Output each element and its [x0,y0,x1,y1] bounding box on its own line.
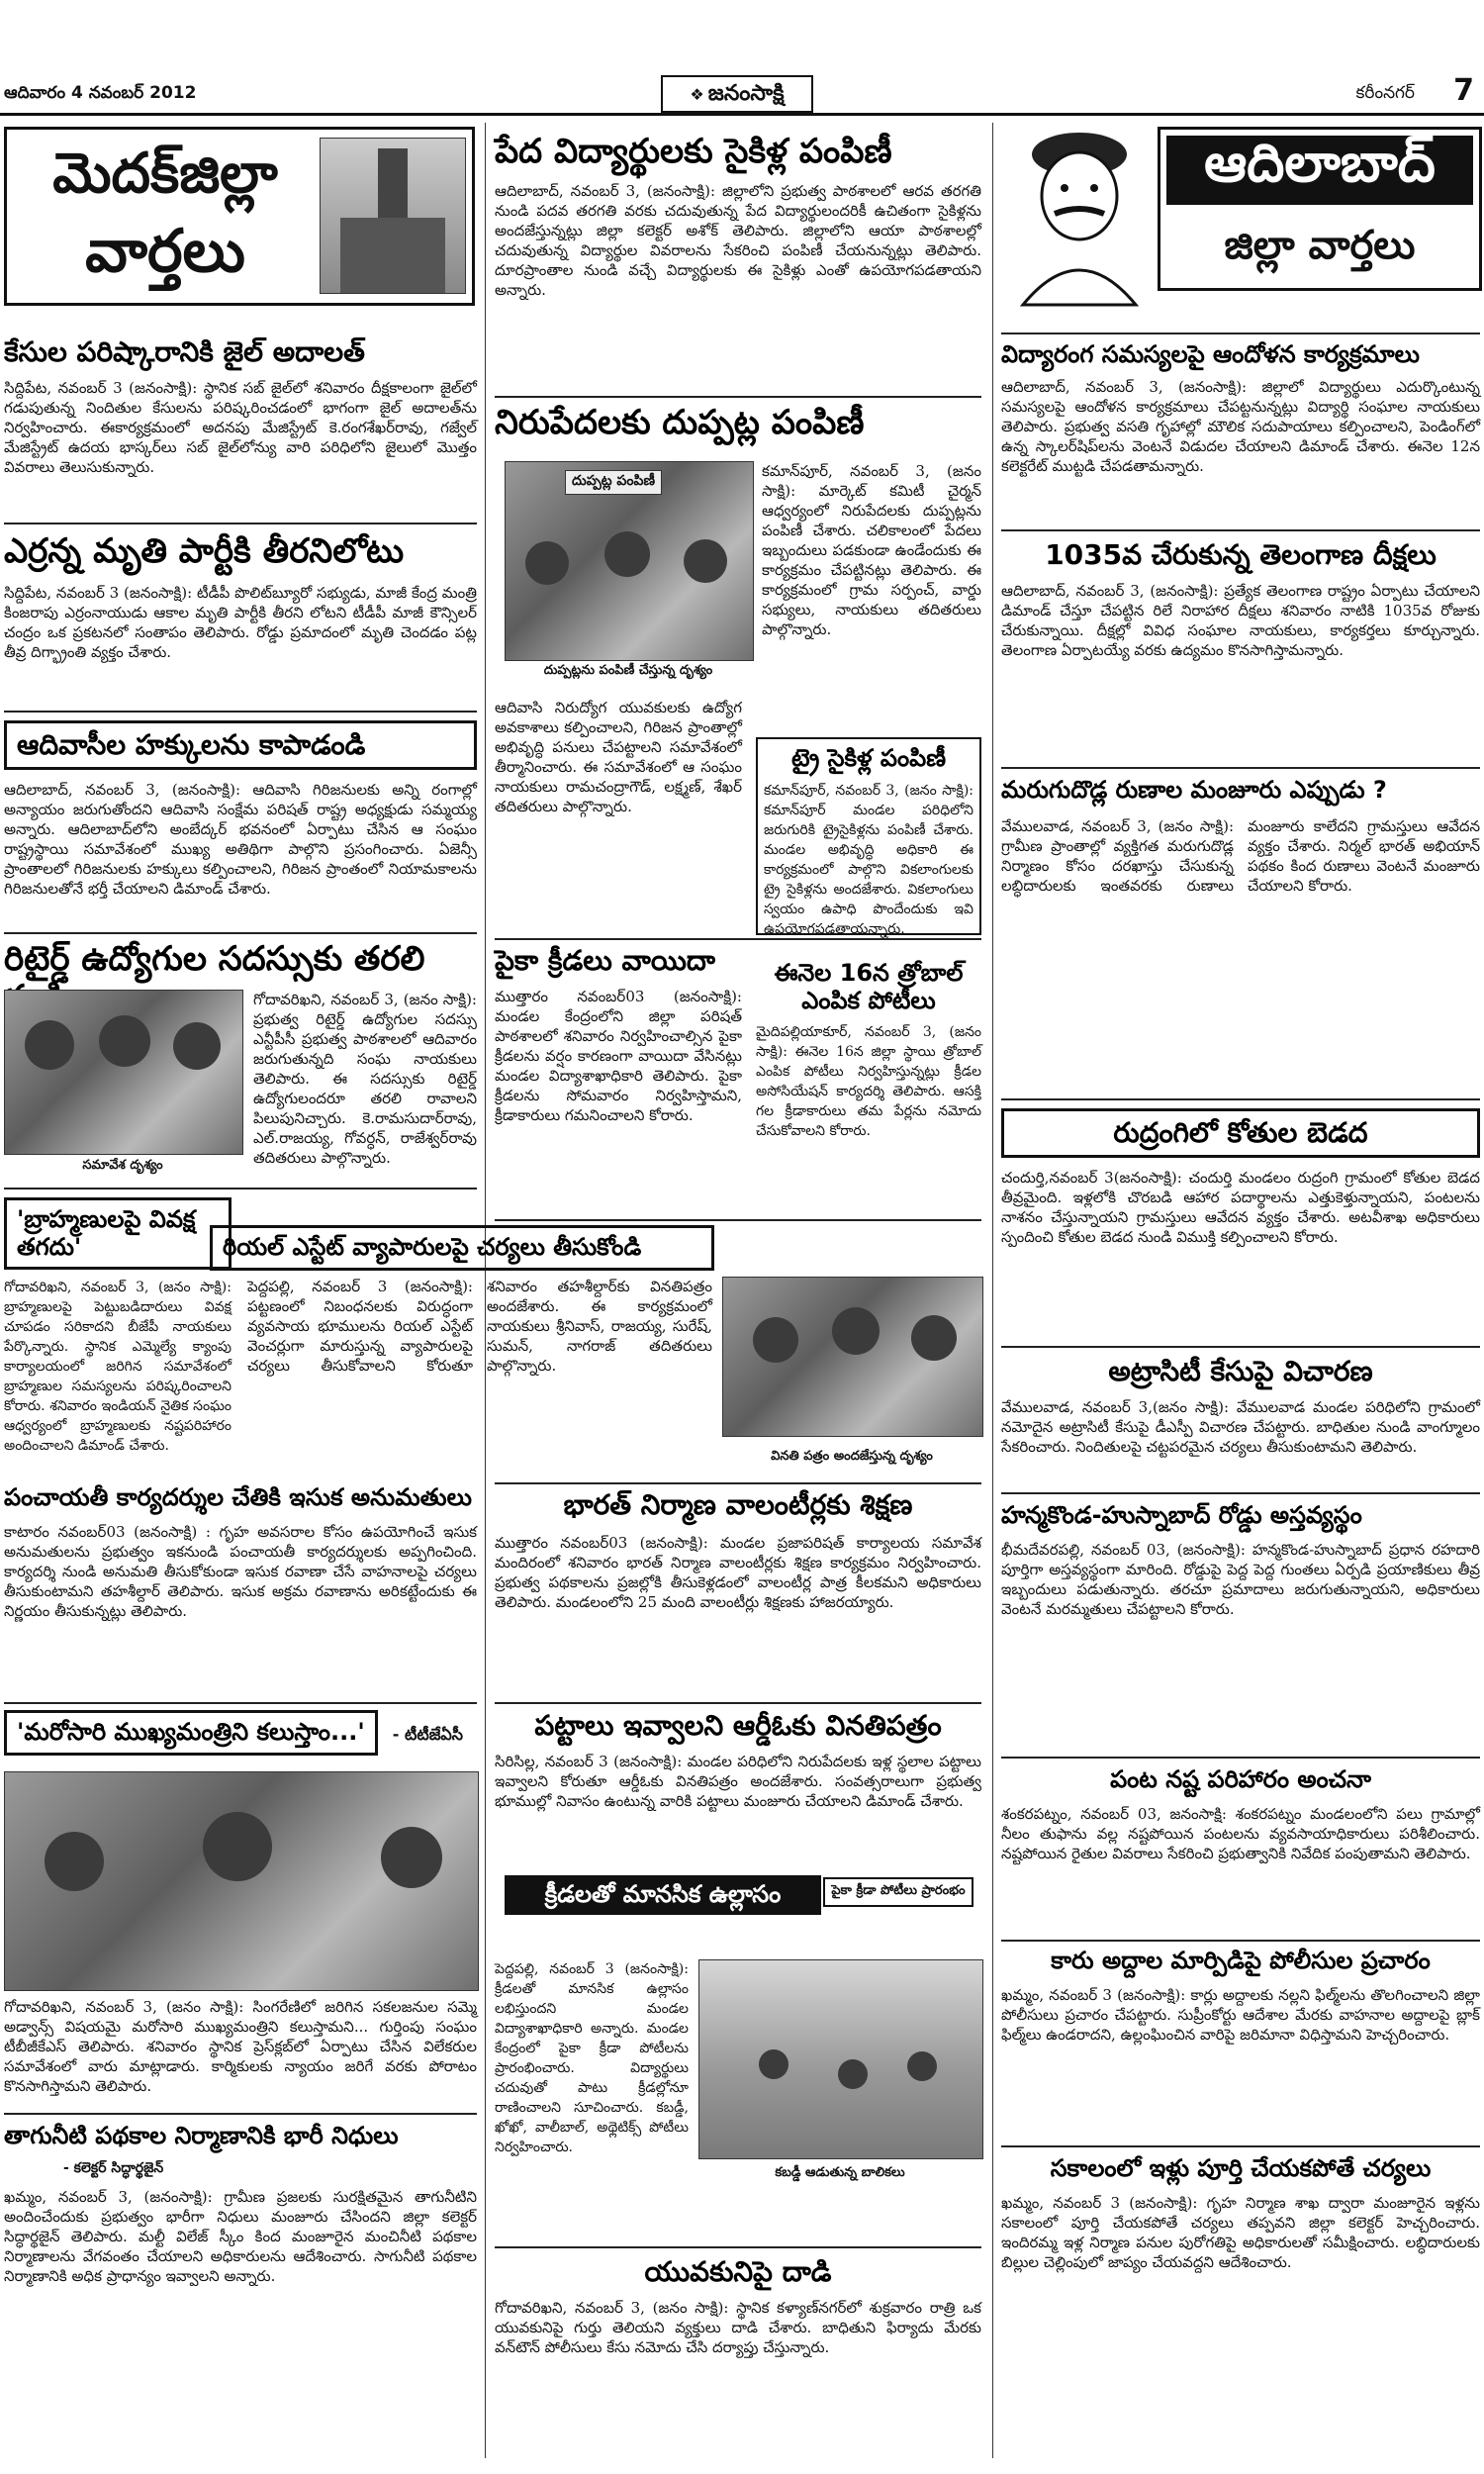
headline: అట్రాసిటీ కేసుపై విచారణ [1108,1355,1373,1387]
article-toilet-loans [1001,777,1480,1103]
headline: క్రీడలతో మానసిక ఉల్లాసం [505,1875,821,1915]
headline: కారు అద్దాల మార్పిడిపై పోలీసుల ప్రచారం [1051,1947,1431,1974]
face-icon [1005,127,1154,305]
banner-title: ఆదిలాబాద్ [1166,136,1473,205]
article-brahmins [4,1197,232,1525]
article-body: వేములవాడ, నవంబర్ 3,(జనం సాక్షి): వేములవాడ మండల పరిధిలోని గ్రామంలో నమోదైన అట్రాసిటీ కేసుపై డీఎస్పీ విచారణ చేపట్టారు. బాధితుల నుండి వాంగ్మూలం సేకరించారు. నిందితులపై చట్టపరమైన చర్యలు తీసుకుంటామని తెలిపారు. [1001,1398,1480,1457]
headline: కేసుల పరిష్కారానికి జైల్ అదాలత్ [4,335,365,368]
article-body: ముత్తారం నవంబర్03 (జనంసాక్షి): మండల కేంద్రంలోని జిల్లా పరిషత్ పాఠశాలలో శనివారం నిర్వహించాల్సిన పైకా క్రీడలను వర్షం కారణంగా వాయిదా వేసినట్లు మండల విద్యాశాఖాధికారి తెలిపారు. పైకా క్రీడలను సోమవారం నిర్వహిస్తామని, క్రీడాకారులు గమనించాలని కోరారు. [495,988,742,1125]
page-header [0,69,1484,116]
article-body: ఆదిలాబాద్, నవంబర్ 3, (జనంసాక్షి): జిల్లాలో విద్యార్థులు ఎదుర్కొంటున్న సమస్యలపై ఆందోళన కార్యక్రమాలు చేపట్టనున్నట్లు విద్యార్థి సంఘాల నాయకులు తెలిపారు. ప్రభుత్వ వసతి గృహాల్లో మౌలిక సదుపాయాలు కల్పించాలని, పెండింగ్‌లో ఉన్న స్కాలర్‌షిప్‌లను వెంటనే విడుదల చేయాలని డిమాండ్ చేశారు. ఈనెల 12న కలెక్టరేట్ ముట్టడి చేపడతామన్నారు. [1001,377,1480,475]
article-crop-loss [1001,1766,1480,1913]
article-sand-permits [4,1484,477,1710]
source-tag: - కలెక్టర్ సిద్ధార్థజైన్ [63,2159,164,2176]
article-housing [1001,2155,1480,2430]
article-body: వేములవాడ, నవంబర్ 3, (జనం సాక్షి): గ్రామీణ ప్రాంతాల్లో వ్యక్తిగత మరుగుదొడ్ల నిర్మాణం కోసం దరఖాస్తు చేసుకున్న లబ్ధిదారులకు ఇంతవరకు రుణాలు మంజూరు కాలేదని గ్రామస్తులు ఆవేదన వ్యక్తం చేశారు. నిర్మల్ భారత్ అభియాన్ పథకం కింద రుణాలు వెంటనే మంజూరు చేయాలని కోరారు. [1001,816,1480,895]
article-real-estate [210,1225,714,1271]
issue-date: ఆదివారం 4 నవంబర్ 2012 [4,83,197,103]
article-body: ఆదిలాబాద్, నవంబర్ 3, (జనంసాక్షి): జిల్లాలోని ప్రభుత్వ పాఠశాలలో ఆరవ తరగతి నుండి పదవ తరగతి వరకు చదువుతున్న పేద విద్యార్థులందరికీ ఉచితంగా సైకిళ్లను అందజేస్తున్నట్లు జిల్లా కలెక్టర్ అశోక్ తెలిపారు. జిల్లాలోని ఆయా పాఠశాలల్లో చదువుతున్న విద్యార్థుల వివరాలను సేకరించి పంపిణీ చేయనున్నట్లు తెలిపారు. దూరప్రాంతాల నుండి వచ్చే విద్యార్థులకు ఈ సైకిళ్లు ఎంతో ఉపయోగపడతాయని అన్నారు. [495,182,981,300]
article-body: మైదిపల్లియాకూర్, నవంబర్ 3, (జనం సాక్షి): ఈనెల 16న జిల్లా స్థాయి త్రోబాల్ ఎంపిక పోటీలు నిర్వహిస్తున్నట్లు క్రీడల అసోసియేషన్ కార్యదర్శి తెలిపారు. ఆసక్తి గల క్రీడాకారులు తమ పేర్లను నమోదు చేసుకోవాలని కోరారు. [756,1024,981,1140]
article-tricycles [756,737,981,935]
article-body: గోదావరిఖని, నవంబర్ 3, (జనం సాక్షి): బ్రాహ్మణులపై పెట్టుబడిదారులు వివక్ష చూపడం సరికాదని బీజేపీ నాయకులు పేర్కొన్నారు. స్థానిక ఎమ్మెల్యే క్యాంపు కార్యాలయంలో జరిగిన సమావేశంలో బ్రాహ్మణుల సమస్యలను పరిష్కరించాలని కోరారు. శనివారం ఇండియన్ నైతిక సంఘం ఆధ్వర్యంలో బ్రాహ్మణులకు నష్టపరిహారం అందించాలని డిమాండ్ చేశారు. [4,1280,232,1455]
district-name: కరీంనగర్ [1355,83,1415,103]
article-blankets [495,404,981,442]
blanket-distribution-photo [505,461,754,661]
headline: భారత్ నిర్మాణ వాలంటీర్లకు శిక్షణ [563,1488,913,1521]
headline: ఎర్రన్న మృతి పార్టీకి తీరనిలోటు [4,531,405,571]
headline: పేద విద్యార్థులకు సైకిళ్ల పంపిణీ [495,132,892,171]
sports-tag: పైకా క్రీడా పోటీలు ప్రారంభం [823,1877,974,1907]
medak-banner [4,127,475,306]
article-throwball [756,960,981,1171]
article-body: పెద్దపల్లి, నవంబర్ 3 (జనంసాక్షి): క్రీడలతో మానసిక ఉల్లాసం లభిస్తుందని మండల విద్యాశాఖాధికారి అన్నారు. మండల కేంద్రంలో పైకా క్రీడా పోటీలను ప్రారంభించారు. విద్యార్థులు చదువుతో పాటు క్రీడల్లోనూ రాణించాలని సూచించారు. కబడ్డీ, ఖోఖో, వాలీబాల్, అథ్లెటిక్స్ పోటీలు నిర్వహించారు. [495,1961,689,2155]
headline: పంచాయతీ కార్యదర్శుల చేతికి ఇసుక అనుమతులు [4,1483,472,1511]
article-body: ముత్తారం నవంబర్03 (జనంసాక్షి): మండల ప్రజాపరిషత్ కార్యాలయ సమావేశ మందిరంలో శనివారం భారత్ నిర్మాణ వాలంటీర్లకు శిక్షణ కార్యక్రమం నిర్వహించారు. ప్రభుత్వ పథకాలను ప్రజల్లోకి తీసుకెళ్లడంలో వాలంటీర్ల పాత్ర కీలకమని అధికారులు తెలిపారు. మండలంలోని 25 మంది వాలంటీర్లు శిక్షణకు హాజరయ్యారు. [495,1534,981,1612]
headline: 'మరోసారి ముఖ్యమంత్రిని కలుస్తాం...' [4,1710,378,1756]
article-body: గోదావరిఖని, నవంబర్ 3, (జనం సాక్షి): ప్రభుత్వ రిటైర్డ్ ఉద్యోగుల సదస్సు ఎన్టీపీసీ ప్రభుత్వ పాఠశాలలో ఆదివారం జరుగుతున్నది సంఘ నాయకులు తెలిపారు. ఈ సదస్సుకు రిటైర్డ్ ఉద్యోగులందరూ తరలి రావాలని పిలుపునిచ్చారు. కె.రామసుదార్‌రావు, ఎల్.రాజయ్య, గోవర్ధన్, రాజేశ్వర్‌రావు తదితరులు పాల్గొన్నారు. [253,991,477,1167]
banner-title: మెదక్‌జిల్లా [52,142,278,206]
photo-caption: వినతి పత్రం అందజేస్తున్న దృశ్యం [771,1449,933,1464]
headline: రియల్ ఎస్టేట్ వ్యాపారులపై చర్యలు తీసుకోండి [210,1225,714,1271]
kabaddi-photo [698,1959,983,2159]
article-pattas [495,1710,981,1847]
article-telangana-deeksha [1001,539,1480,769]
banner-subtitle: వార్తలు [85,217,245,286]
article-paika-postponed [495,945,742,1175]
column-divider [992,123,993,2458]
article-body: ఆదిలాబాద్, నవంబర్ 3, (జనంసాక్షి): ఆదివాసి గిరిజనులకు అన్ని రంగాల్లో అన్యాయం జరుగుతోందని ఆదివాసి సంక్షేమ పరిషత్ రాష్ట్ర అధ్యక్షుడు సమ్మయ్య అన్నారు. ఆదిలాబాద్‌లోని అంబేద్కర్ భవనంలో ఏర్పాటు చేసిన ఆ సంఘం రాష్ట్రస్థాయి సమావేశంలో ముఖ్య అతిథిగా పాల్గొని ప్రసంగించారు. ఏజెన్సీ ప్రాంతాలలో గిరిజనులకు హక్కులు కల్పించాలని, గిరిజన ప్రాంతంలో నియామకాలను గిరిజనులతోనే భర్తీ చేయాలని డిమాండ్ చేశారు. [4,781,477,899]
headline: సకాలంలో ఇళ్లు పూర్తి చేయకపోతే చర్యలు [1050,2154,1432,2182]
article-volunteer-training [495,1489,981,1701]
headline: నిరుపేదలకు దుప్పట్ల పంపిణీ [495,403,865,442]
article-body: సిరిసిల్ల, నవంబర్ 3 (జనంసాక్షి): మండల పరిధిలోని నిరుపేదలకు ఇళ్ల స్థలాల పట్టాలు ఇవ్వాలని కోరుతూ ఆర్డీఓకు వినతిపత్రం అందజేశారు. సంవత్సరాలుగా ప్రభుత్వ భూముల్లో నివాసం ఉంటున్న వారికి పట్టాలు మంజూరు చేయాలని డిమాండ్ చేశారు. [495,1753,981,1811]
article-body: ఖమ్మం, నవంబర్ 3 (జనంసాక్షి): గృహ నిర్మాణ శాఖ ద్వారా మంజూరైన ఇళ్లను సకాలంలో పూర్తి చేయకపోతే చర్యలు తప్పవని జిల్లా కలెక్టర్ హెచ్చరించారు. ఇందిరమ్మ ఇళ్ల నిర్మాణ పనుల పురోగతిపై అధికారులతో సమీక్షించారు. లబ్ధిదారులకు బిల్లుల చెల్లింపులో జాప్యం చేయవద్దని ఆదేశించారు. [1001,2193,1480,2271]
article-body: సిద్దిపేట, నవంబర్ 3 (జనంసాక్షి): స్థానిక సబ్ జైల్‌లో శనివారం దీక్షకాలంగా జైల్‌లో గడుపుతున్న నిందితుల కేసులను పరిష్కరించడంలో భాగంగా జైల్ అదాలత్‌ను నిర్వహించారు. ఈకార్యక్రమంలో అదనపు మేజిస్ట్రేట్ కె.రంగశేఖర్‌రావు, గజ్వేల్ మేజిస్ట్రేట్ ఉదయ భాస్కర్‌లు సబ్ జైల్‌లోన్యు వారి పరిధిలోని జైలులో మొత్తం వివరాలు తెలుసుకున్నారు. [4,379,477,477]
article-body: సిద్దిపేట, నవంబర్ 3 (జనంసాక్షి): టీడీపీ పొలిట్‌బ్యూరో సభ్యుడు, మాజీ కేంద్ర మంత్రి కింజరాపు ఎర్రంనాయుడు ఆకాల మృతి పార్టీకి తీరని లోటని టీడీపీ మాజీ కౌన్సిలర్ చంద్రం ఒక ప్రకటనలో సంతాపం తెలిపారు. రోడ్డు ప్రమాదంలో మృతి చెందడం పట్ల తీవ్ర దిగ్భ్రాంతి వ్యక్తం చేశారు. [4,584,477,662]
caricature-figure [1005,127,1154,305]
article-education-protest [1001,341,1480,535]
headline: 'బ్రాహ్మణులపై వివక్ష తగదు' [4,1197,232,1270]
headline: యువకునిపై దాడి [644,2255,832,2288]
adilabad-banner [1158,127,1482,291]
church-photo [320,138,466,294]
masthead-title: జనంసాక్షి [707,81,785,106]
article-body: ఖమ్మం, నవంబర్ 3, (జనంసాక్షి): గ్రామీణ ప్రజలకు సురక్షితమైన తాగునీటిని అందించేందుకు ప్రభుత్వం భారీగా నిధులు మంజూరు చేసిందని జిల్లా కలెక్టర్ సిద్ధార్థజైన్ తెలిపారు. మల్టీ విలేజ్ స్కీం కింద మంజూరైన మంచినీటి పథకాల నిర్మాణాలను వేగవంతం చేయాలని అధికారులను ఆదేశించారు. సాగునీటి పథకాల నిర్మాణానికి అధిక ప్రాధాన్యం ఇవ్వాలని అన్నారు. [4,2187,477,2285]
article-drinking-water [4,2123,477,2415]
headline: హన్మకొండ-హుస్నాబాద్ రోడ్డు అస్తవ్యస్థం [1001,1501,1362,1529]
headline: విద్యారంగ సమస్యలపై ఆందోళన కార్యక్రమాలు [1001,340,1420,368]
headline: పట్టాలు ఇవ్వాలని ఆర్డీఓకు వినతిపత్రం [534,1709,942,1742]
headline: ఆదివాసీల హక్కులను కాపాడండి [4,720,477,770]
article-body: కమాన్‌పూర్, నవంబర్ 3, (జనం సాక్షి): కమాన్‌పూర్ మండల పరిధిలోని జరుగురికి ట్రైసైకిళ్లను పంపిణీ చేశారు. మండల అభివృద్ధి అధికారి ఈ కార్యక్రమంలో పాల్గొని వికలాంగులకు ట్రై సైకిళ్లను అందజేశారు. వికలాంగులు స్వయం ఉపాధి పొందేందుకు ఇవి ఉపయోగపడతాయన్నారు. [764,782,974,937]
article-car-glass [1001,1948,1480,2143]
headline: రుద్రంగిలో కోతుల బెడద [1001,1108,1480,1158]
article-body: ఖమ్మం, నవంబర్ 3 (జనంసాక్షి): కార్లు అద్దాలకు నల్లని ఫిల్మ్‌లను తొలగించాలని జిల్లా పోలీసులు ప్రచారం చేపట్టారు. సుప్రీంకోర్టు ఆదేశాల మేరకు వాహనాల అద్దాలపై బ్లాక్ ఫిల్మ్‌లు ఉండరాదని, ఉల్లంఘించిన వారిపై జరిమానా విధిస్తామని హెచ్చరించారు. [1001,1985,1480,2044]
photo-caption: కబడ్డీ ఆడుతున్న బాలికలు [775,2165,905,2180]
article-yerran-death [4,532,477,731]
headline: ట్రై సైకిళ్ల పంపిణీ [790,744,947,772]
article-meet-cm [4,1710,477,1756]
article-body: గోదావరిఖని, నవంబర్ 3, (జనం సాక్షి): సింగరేణిలో జరిగిన సకలజనుల సమ్మె అడ్వాన్స్ విషయమై మరోసారి ముఖ్యమంత్రిని కలుస్తామని... గుర్తింపు సంఘం టీబీజీకేఎస్ తెలిపారు. శనివారం స్థానిక ప్రెస్‌క్లబ్‌లో ఏర్పాటు చేసిన విలేకరుల సమావేశంలో వారు మాట్లాడారు. కార్మికులకు న్యాయం జరిగే వరకు పోరాటం కొనసాగిస్తామని తెలిపారు. [4,1998,477,2095]
masthead [661,75,813,113]
article-bicycles [495,133,981,399]
article-body: ఆదిలాబాద్, నవంబర్ 3, (జనంసాక్షి): ప్రత్యేక తెలంగాణ రాష్ట్రం ఏర్పాటు చేయాలని డిమాండ్ చేస్తూ చేపట్టిన రిలే నిరాహార దీక్షలు శనివారం నాటికి 1035వ రోజుకు చేరుకున్నాయి. దీక్షల్లో వివిధ సంఘాల నాయకులు, కార్యకర్తలు కూర్చున్నారు. తెలంగాణ ఏర్పాటయ్యే వరకు ఉద్యమం కొనసాగిస్తామన్నారు. [1001,582,1480,660]
headline: 1035వ చేరుకున్న తెలంగాణ దీక్షలు [1045,538,1437,571]
article-jail-adalat [4,336,477,524]
article-body: కమాన్‌పూర్, నవంబర్ 3, (జనం సాక్షి): మార్కెట్ కమిటీ చైర్మన్ ఆధ్వర్యంలో నిరుపేదలకు దుప్పట్లను పంపిణీ చేశారు. చలికాలంలో పేదలు ఇబ్బందులు పడకుండా ఉండేందుకు ఈ కార్యక్రమం చేపట్టినట్లు తెలిపారు. ఈ కార్యక్రమంలో గ్రామ సర్పంచ్, వార్డు సభ్యులు, నాయకులు తదితరులు పాల్గొన్నారు. [762,462,981,638]
article-continuation: ఆదివాసి నిరుద్యోగ యువకులకు ఉద్యోగ అవకాశాలు కల్పించాలని, గిరిజన ప్రాంతాల్లో అభివృద్ధి పనులు చేపట్టాలని సమావేశంలో తీర్మానించారు. ఈ సమావేశంలో ఆ సంఘం నాయకులు రామచంద్రాగౌడ్, లక్ష్మణ్, శేఖర్ తదితరులు పాల్గొన్నారు. [495,699,742,815]
headline: పంట నష్ట పరిహారం అంచనా [1110,1765,1371,1793]
article-body: చందుర్తి,నవంబర్ 3(జనంసాక్షి): చందుర్తి మండలం రుద్రంగి గ్రామంలో కోతుల బెడద తీవ్రమైంది. ఇళ్లలోకి చొరబడి ఆహార పదార్థాలను ఎత్తుకెళ్తున్నాయని, పంటలను నాశనం చేస్తున్నాయని గ్రామస్తులు ఆవేదన వ్యక్తం చేశారు. అటవీశాఖ అధికారులు స్పందించి కోతుల బెడద నుండి విముక్తి కల్పించాలని కోరారు. [1001,1169,1480,1247]
article-body: పెద్దపల్లి, నవంబర్ 3 (జనంసాక్షి): పట్టణంలో నిబంధనలకు విరుద్ధంగా వ్యవసాయ భూములను రియల్ ఎస్టేట్ వెంచర్లుగా మారుస్తున్న వ్యాపారులపై చర్యలు తీసుకోవాలని కోరుతూ శనివారం తహశీల్దార్‌కు వినతిపత్రం అందజేశారు. ఈ కార్యక్రమంలో నాయకులు శ్రీనివాస్, రాజయ్య, సురేష్, సుమన్, నాగరాజ్ తదితరులు పాల్గొన్నారు. [247,1278,712,1375]
article-body: శంకరపట్నం, నవంబర్ 03, జనంసాక్షి: శంకరపట్నం మండలంలోని పలు గ్రామాల్లో నీలం తుఫాను వల్ల నష్టపోయిన పంటలను వ్యవసాయాధికారులు పరిశీలించారు. నష్టపోయిన రైతుల వివరాలు సేకరించి ప్రభుత్వానికి నివేదిక పంపుతామని తెలిపారు. [1001,1804,1480,1862]
article-body: భీమదేవరపల్లి, నవంబర్ 03, (జనంసాక్షి): హన్మకొండ-హుస్నాబాద్ ప్రధాన రహదారి పూర్తిగా అస్తవ్యస్థంగా మారింది. రోడ్డుపై పెద్ద పెద్ద గుంతలు ఏర్పడి ప్రయాణికులు తీవ్ర ఇబ్బందులు పడుతున్నారు. తరచూ ప్రమాదాలు జరుగుతున్నాయని, అధికారులు వెంటనే మరమ్మతులు చేపట్టాలని కోరారు. [1001,1540,1480,1618]
article-monkey-menace [1001,1108,1480,1346]
headline: రిటైర్డ్ ఉద్యోగుల సదస్సుకు తరలి [4,939,425,979]
petition-photo [722,1277,983,1437]
page-number: 7 [1453,73,1474,108]
headline: మరుగుదొడ్ల రుణాల మంజూరు ఎప్పుడు ? [1001,776,1387,804]
photo-caption: సమావేశ దృశ్యం [82,1158,163,1173]
photo-banner-text: దుప్పట్ల పంపిణీ [565,470,662,495]
article-body: కాటారం నవంబర్03 (జనంసాక్షి) : గృహ అవసరాల కోసం ఉపయోగించే ఇసుక అనుమతులను ప్రభుత్వం ఇకనుండి పంచాయతీ కార్యదర్శులకు అప్పగించింది. కార్యదర్శి నుండి అనుమతి తీసుకోకుండా ఇసుక రవాణా చేసే వాహనాలపై చర్యలు తీసుకుంటామని తహశీల్దార్ తెలిపారు. ఇసుక అక్రమ రవాణాను అరికట్టేందుకు ఈ నిర్ణయం తీసుకున్నట్లు తెలిపారు. [4,1522,477,1620]
article-attack [495,2256,981,2417]
article-atrocity-case [1001,1356,1480,1476]
source-tag: - టీటీజేఏసీ [392,1725,464,1744]
headline: ఈనెల 16న త్రోబాల్ ఎంపిక పోటీలు [774,959,964,1014]
article-adivasi-rights [4,720,477,958]
article-body: గోదావరిఖని, నవంబర్ 3, (జనం సాక్షి): స్థానిక కళ్యాణ్‌నగర్‌లో శుక్రవారం రాత్రి ఒక యువకునిపై గుర్తు తెలియని వ్యక్తులు దాడి చేశారు. బాధితుని ఫిర్యాదు మేరకు వన్‌టౌన్ పోలీసులు కేసు నమోదు చేసి దర్యాప్తు చేస్తున్నారు. [495,2299,981,2357]
headline: తాగునీటి పథకాల నిర్మాణానికి భారీ నిధులు [4,2122,399,2149]
meeting-photo [4,990,243,1155]
logo-icon: ❖ [690,85,704,104]
article-sports [505,1875,981,1935]
photo-caption: దుప్పట్లను పంపిణీ చేస్తున్న దృశ్యం [543,663,713,678]
headline: పైకా క్రీడలు వాయిదా [495,944,716,977]
press-meet-photo [4,1771,479,1991]
banner-subtitle: జిల్లా వార్తలు [1224,223,1416,268]
article-road-damage [1001,1502,1480,1738]
